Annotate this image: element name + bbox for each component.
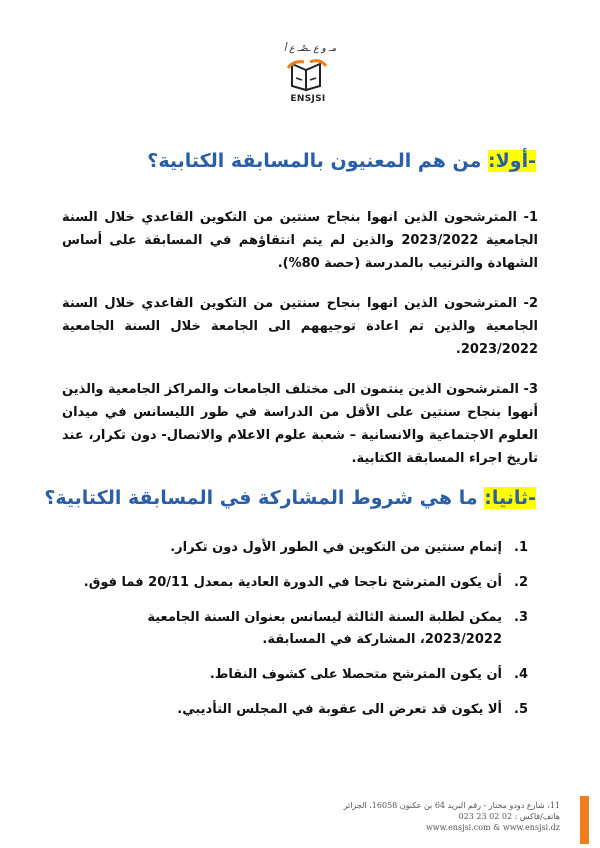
list-item bbox=[62, 664, 528, 686]
section1-paragraph-2: 2- المترشحون الذين انهوا بنجاح سنتين من التكوين القاعدي خلال السنة الجامعية والذين تم اعادة توجيههم الى الجامعة خلال السنة الجامعية 2023/2022. bbox=[62, 296, 538, 357]
list-item-text: أن يكون المترشح متحصلا على كشوف النقاط. bbox=[209, 667, 502, 682]
footer-contact bbox=[270, 800, 560, 833]
section2-highlight: -ثانيا: bbox=[484, 487, 536, 509]
list-item bbox=[62, 607, 528, 651]
section2-heading bbox=[44, 487, 536, 509]
list-item bbox=[62, 537, 528, 559]
footer-accent-bar bbox=[580, 796, 589, 844]
section1-title: من هم المعنيون بالمسابقة الكتابية؟ bbox=[147, 150, 489, 172]
list-item-text: إتمام سنتين من التكوين في الطور الأول دون تكرار. bbox=[170, 540, 502, 555]
book-emblem-icon bbox=[284, 56, 330, 94]
footer-phone: هاتف/فاكس : 02 02 23 023 bbox=[458, 812, 560, 821]
section2-title: ما هي شروط المشاركة في المسابقة الكتابية؟ bbox=[44, 487, 485, 509]
section1-heading bbox=[147, 150, 536, 172]
list-item-number: 5. bbox=[514, 702, 528, 717]
footer-website: www.ensjsi.com & www.ensjsi.dz bbox=[425, 823, 560, 832]
section1-highlight: -أولا: bbox=[488, 150, 536, 172]
list-item bbox=[62, 572, 528, 594]
footer-address: 11، شارع دودو مختار - رقم البريد 64 بن عكنون 16058، الجزائر bbox=[343, 801, 560, 810]
section1-paragraph-1: 1- المترشحون الذين انهوا بنجاح سنتين من التكوين القاعدي خلال السنة الجامعية 2023/2022 والذين لم يتم انتقاؤهم في المسابقة على أساس الشهادة والترتيب بالمدرسة (حصة 80%). bbox=[62, 210, 538, 271]
logo-ensjsi-text: ENSJSI bbox=[290, 94, 326, 104]
list-item-text: أن يكون المترشح ناجحا في الدورة العادية بمعدل 20/11 فما فوق. bbox=[83, 575, 502, 590]
conditions-list bbox=[62, 537, 528, 721]
list-item-number: 2. bbox=[514, 575, 528, 590]
list-item-number: 4. bbox=[514, 667, 528, 682]
section1-paragraph-3: 3- المترشحون الذين ينتمون الى مختلف الجامعات والمراكز الجامعية والذين أنهوا بنجاح سنتين على الأقل من الدراسة في طور الليسانس في ميدان العلوم الاجتماعية والانسانية – شعبة علوم الاعلام والاتصال- دون تكرار، عند تاريخ اجراء المسابقة الكتابية. bbox=[62, 382, 538, 466]
logo-script-text: مـ و ع ـصْـ ع أ bbox=[283, 44, 337, 54]
school-logo bbox=[272, 44, 342, 106]
list-item-number: 3. bbox=[514, 610, 528, 625]
list-item-text: يمكن لطلبة السنة الثالثة ليسانس بعنوان السنة الجامعية 2023/2022، المشاركة في المسابقة. bbox=[147, 610, 502, 647]
list-item bbox=[62, 699, 528, 721]
list-item-text: ألا يكون قد تعرض الى عقوبة في المجلس التأديبي. bbox=[177, 702, 502, 717]
list-item-number: 1. bbox=[514, 540, 528, 555]
